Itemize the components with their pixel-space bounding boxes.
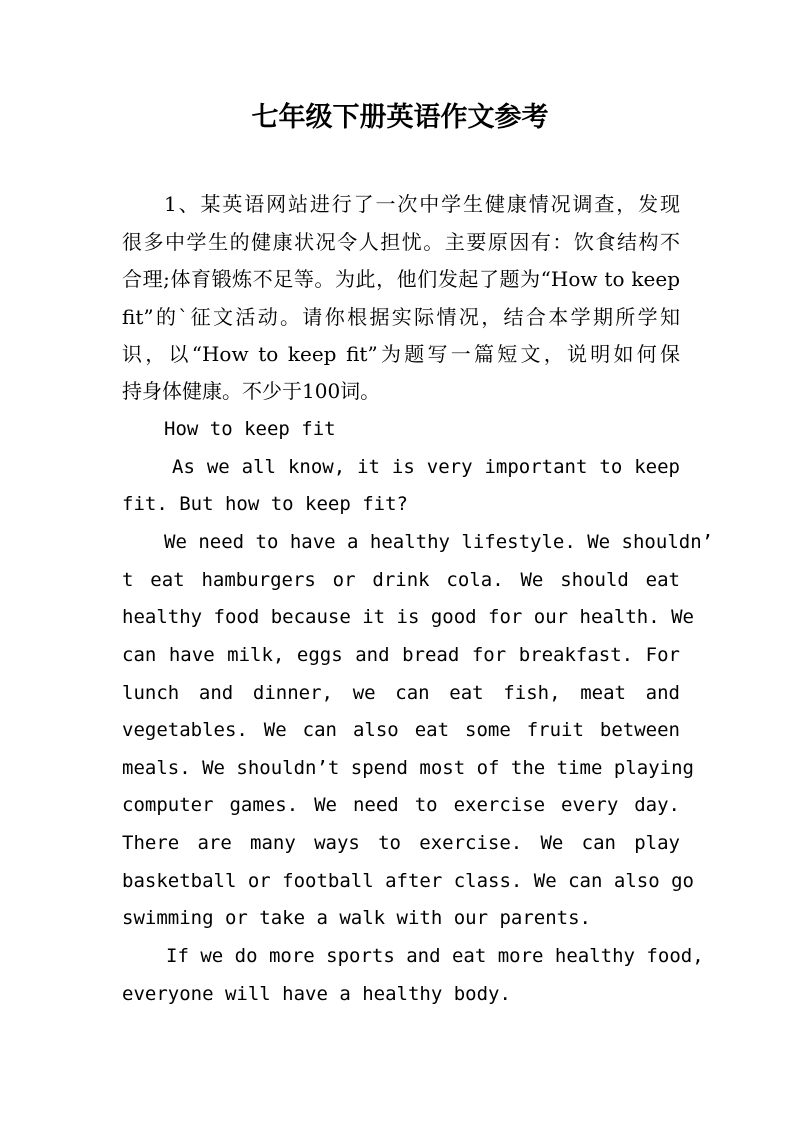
body-line: fit”的`征文活动。请你根据实际情况，结合本学期所学知: [122, 305, 680, 329]
essay-line: swimming or take a walk with our parents.: [122, 907, 591, 929]
essay-line: t eat hamburgers or drink cola. We should eat: [122, 569, 680, 591]
essay-line: healthy food because it is good for our health. We: [122, 606, 694, 628]
essay-line: meals. We shouldn’t spend most of the time playing: [122, 757, 694, 779]
essay-line: can have milk, eggs and bread for breakfast. For: [122, 644, 680, 666]
essay-line: If we do more sports and eat more healthy food,: [166, 945, 704, 967]
body-line: 1、某英语网站进行了一次中学生健康情况调查，发现: [164, 192, 680, 216]
document-title: 七年级下册英语作文参考: [251, 102, 549, 133]
essay-line: lunch and dinner, we can eat fish, meat and: [122, 682, 680, 704]
essay-line: As we all know, it is very important to keep: [172, 456, 680, 478]
essay-line: vegetables. We can also eat some fruit between: [122, 719, 680, 741]
essay-line: There are many ways to exercise. We can play: [122, 832, 680, 854]
essay-line: everyone will have a healthy body.: [122, 983, 511, 1005]
essay-line: fit. But how to keep fit?: [122, 493, 408, 515]
essay-line: computer games. We need to exercise every day.: [122, 794, 680, 816]
body-line: 很多中学生的健康状况令人担忧。主要原因有：饮食结构不: [122, 230, 680, 254]
essay-line: basketball or football after class. We can also go: [122, 870, 694, 892]
body-line: 合理;体育锻炼不足等。为此，他们发起了题为“How to keep: [122, 267, 680, 291]
essay-line: We need to have a healthy lifestyle. We shouldn’: [164, 531, 714, 553]
body-line: 识，以“How to keep fit”为题写一篇短文，说明如何保: [122, 342, 680, 366]
essay-title: How to keep fit: [164, 418, 336, 440]
body-line: 持身体健康。不少于100词。: [122, 379, 381, 403]
